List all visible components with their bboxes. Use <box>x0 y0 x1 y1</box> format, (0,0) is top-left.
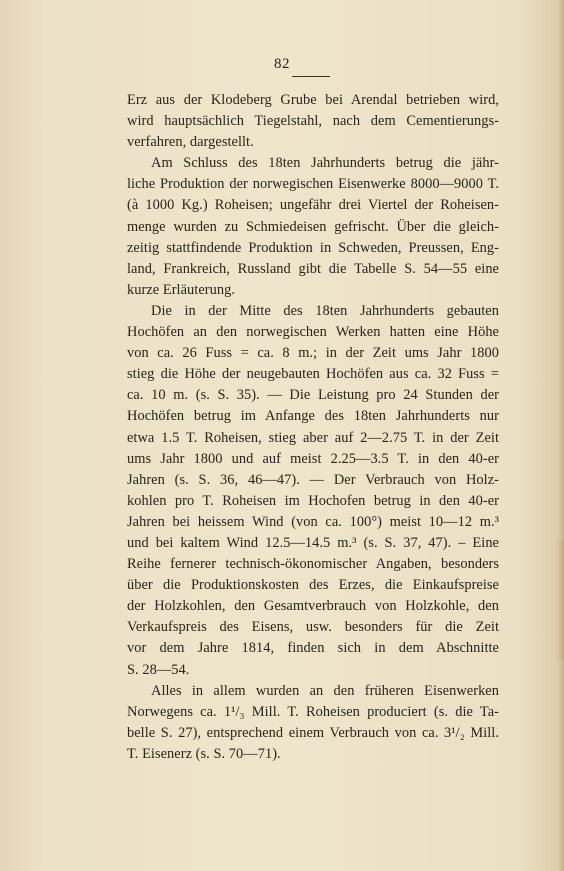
text-line: vor dem Jahre 1814, finden sich in dem Abschnitte <box>127 640 499 657</box>
text-line: Jahren bei heissem Wind (von ca. 100°) meist 10—12 m.³ <box>127 513 499 530</box>
text-line: der Holzkohlen, den Gesamtverbrauch von Holzkohle, den <box>127 598 499 615</box>
text-line: etwa 1.5 T. Roheisen, stieg aber auf 2—2.75 T. in der Zeit <box>127 429 499 446</box>
text-line: S. 28—54. <box>127 661 190 678</box>
text-line: ums Jahr 1800 und auf meist 2.25—3.5 T. in den 40-er <box>127 450 499 467</box>
text-line: verfahren, dargestellt. <box>127 134 254 151</box>
text-line: menge wurden zu Schmiedeisen gefrischt. Über die gleich- <box>127 218 499 235</box>
text-line: (à 1000 Kg.) Roheisen; ungefähr drei Viertel der Roheisen- <box>127 197 499 214</box>
page-edge-shadow <box>558 0 564 871</box>
text-line: Jahren (s. S. 36, 46—47). — Der Verbrauch von Holz- <box>127 471 499 488</box>
text-line: von ca. 26 Fuss = ca. 8 m.; in der Zeit ums Jahr 1800 <box>127 345 499 362</box>
text-line: Alles in allem wurden an den früheren Eisenwerken <box>151 682 499 699</box>
page-number-rule <box>292 76 330 77</box>
paper-stain <box>554 540 564 660</box>
text-line: wird hauptsächlich Tiegelstahl, nach dem Cementierungs- <box>127 113 499 130</box>
text-line: ca. 10 m. (s. S. 35). — Die Leistung pro 24 Stunden der <box>127 387 499 404</box>
text-line: T. Eisenerz (s. S. 70—71). <box>127 745 281 762</box>
paragraph-2 <box>127 153 499 301</box>
text-line: land, Frankreich, Russland gibt die Tabelle S. 54—55 eine <box>127 260 499 277</box>
text-line: zeitig stattfindende Produktion in Schweden, Preussen, Eng- <box>127 239 499 256</box>
text-line: Hochöfen betrug im Anfange des 18ten Jahrhunderts nur <box>127 408 499 425</box>
text-line: Erz aus der Klodeberg Grube bei Arendal betrieben wird, <box>127 92 499 108</box>
text-line: Am Schluss des 18ten Jahrhunderts betrug die jähr- <box>151 155 499 172</box>
text-line: Hochöfen an den norwegischen Werken hatten eine Höhe <box>127 324 499 341</box>
body-text <box>127 90 499 765</box>
paragraph-1 <box>127 90 499 153</box>
text-line: kurze Erläuterung. <box>127 281 235 298</box>
text-line: Norwegens ca. 1¹/₃ Mill. T. Roheisen produciert (s. die Ta- <box>127 703 499 720</box>
text-line: belle S. 27), entsprechend einem Verbrauch von ca. 3¹/₂ Mill. <box>127 724 499 741</box>
text-line: Verkaufspreis des Eisens, usw. besonders für die Zeit <box>127 619 499 636</box>
page-number: 82 <box>274 56 290 72</box>
text-line: liche Produktion der norwegischen Eisenwerke 8000—9000 T. <box>127 176 499 193</box>
text-line: kohlen pro T. Roheisen im Hochofen betrug in den 40-er <box>127 492 499 509</box>
text-line: stieg die Höhe der neugebauten Hochöfen aus ca. 32 Fuss = <box>127 366 499 383</box>
text-line: Die in der Mitte des 18ten Jahrhunderts gebauten <box>151 302 499 319</box>
paragraph-4 <box>127 681 499 765</box>
text-line: und bei kaltem Wind 12.5—14.5 m.³ (s. S. 37, 47). – Eine <box>127 534 499 551</box>
text-line: Reihe fernerer technisch-ökonomischer Angaben, besonders <box>127 556 499 573</box>
text-line: über die Produktionskosten des Erzes, die Einkaufspreise <box>127 577 499 594</box>
paragraph-3 <box>127 301 499 681</box>
